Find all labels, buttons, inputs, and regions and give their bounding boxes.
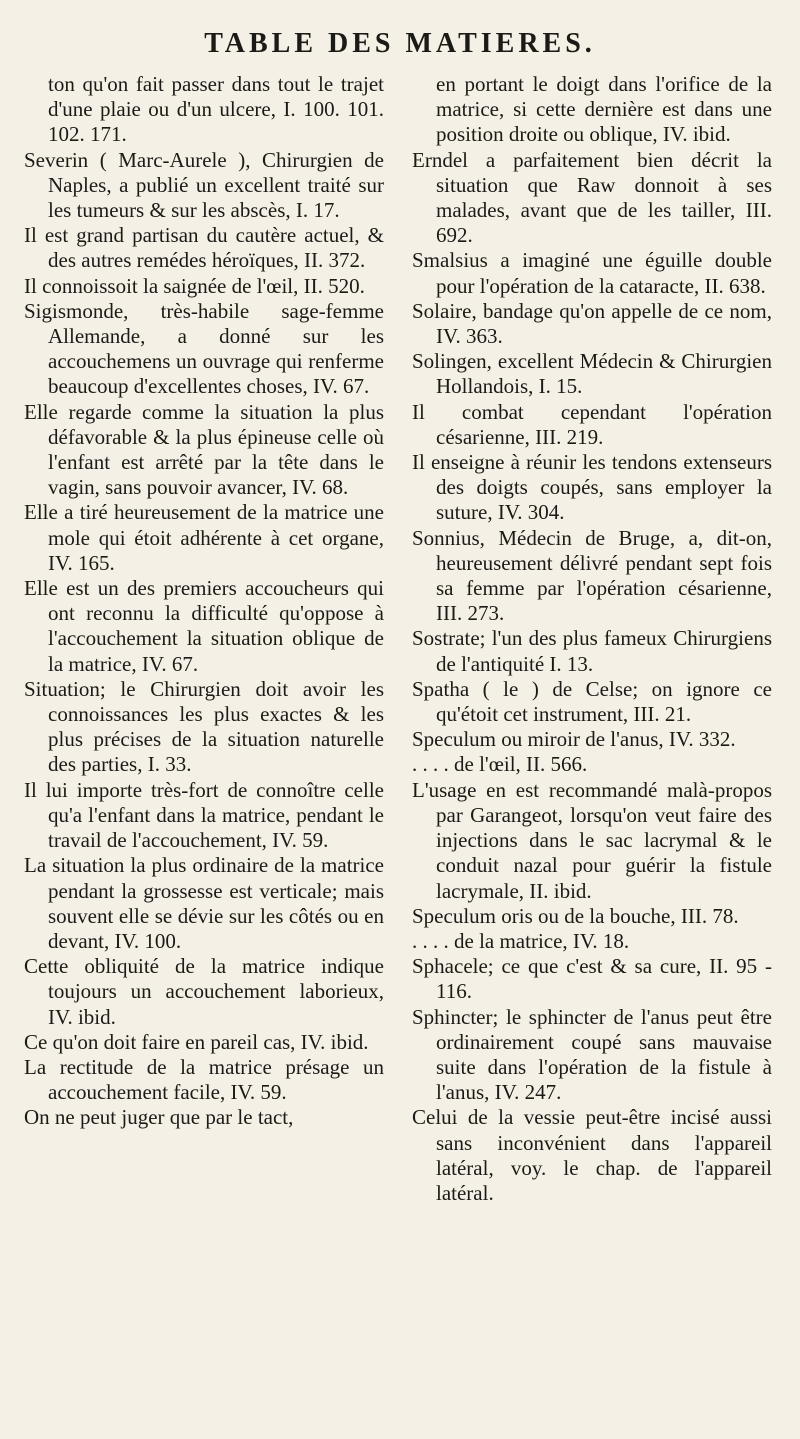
index-entry: Spatha ( le ) de Celse; on ignore ce qu'étoit cet instrument, III. 21.	[412, 676, 772, 727]
index-entry: . . . . de la matrice, IV. 18.	[412, 928, 630, 953]
index-entry: Sphincter; le sphincter de l'anus peut être ordinairement coupé sans mauvaise suite dans l'opération de la fistule à l'anus, IV. 247.	[412, 1004, 772, 1105]
index-entry: . . . . de l'œil, II. 566.	[412, 752, 588, 777]
index-entry: Sostrate; l'un des plus fameux Chirurgiens de l'antiquité I. 13.	[412, 626, 772, 676]
index-entry: Il enseigne à réunir les tendons extenseurs des doigts coupés, sans employer la suture, IV. 304.	[412, 450, 772, 525]
index-entry: ton qu'on fait passer dans tout le trajet d'une plaie ou d'un ulcere, I. 100. 101. 102. 171.	[48, 72, 384, 147]
index-entry: Sigismonde, très-habile sage-femme Allemande, a donné sur les accouchemens un ouvrage qui renferme beaucoup d'excellentes choses, IV. 67.	[24, 298, 384, 399]
page-title: TABLE DES MATIERES.	[204, 28, 596, 59]
index-entry: Elle est un des premiers accoucheurs qui ont reconnu la difficulté qu'oppose à l'accouchement la situation oblique de la matrice, IV. 67.	[24, 576, 384, 676]
index-entry: Situation; le Chirurgien doit avoir les connoissances les plus exactes & les plus précises de la situation naturelle des parties, I. 33.	[24, 676, 384, 777]
index-entry: Il connoissoit la saignée de l'œil, II. 520.	[24, 273, 365, 298]
index-entry: L'usage en est recommandé malà-propos par Garangeot, lorsqu'on veut faire des injections dans le sac lacrymal & le conduit nazal pour guérir la fistule lacrymale, II. ibid.	[412, 777, 772, 903]
index-entry: Elle regarde comme la situation la plus défavorable & la plus épineuse celle où l'enfant est arrêté par la tête dans le vagin, sans pouvoir avancer, IV. 68.	[24, 399, 384, 500]
index-entry: Solingen, excellent Médecin & Chirurgien Hollandois, I. 15.	[412, 349, 772, 399]
index-entry: Cette obliquité de la matrice indique toujours un accouchement laborieux, IV. ibid.	[24, 954, 384, 1029]
index-entry: en portant le doigt dans l'orifice de la matrice, si cette dernière est dans une position droite ou oblique, IV. ibid.	[436, 72, 772, 147]
index-entry: Il combat cependant l'opération césarienne, III. 219.	[412, 399, 772, 449]
index-entry: Smalsius a imaginé une éguille double pour l'opération de la cataracte, II. 638.	[412, 248, 772, 298]
index-entry: Il lui importe très-fort de connoître celle qu'a l'enfant dans la matrice, pendant le travail de l'accouchement, IV. 59.	[24, 777, 384, 853]
index-entry: Solaire, bandage qu'on appelle de ce nom, IV. 363.	[412, 298, 772, 349]
index-entry: On ne peut juger que par le tact,	[24, 1105, 294, 1130]
index-entry: La rectitude de la matrice présage un accouchement facile, IV. 59.	[24, 1054, 384, 1105]
index-entry: Speculum ou miroir de l'anus, IV. 332.	[412, 727, 736, 752]
index-entry: Severin ( Marc-Aurele ), Chirurgien de Naples, a publié un excellent traité sur les tumeurs & sur les abscès, I. 17.	[24, 147, 384, 223]
index-entry: Speculum oris ou de la bouche, III. 78.	[412, 903, 739, 928]
index-entry: Il est grand partisan du cautère actuel, & des autres remédes héroïques, II. 372.	[24, 223, 384, 273]
index-entry: Sonnius, Médecin de Bruge, a, dit-on, heureusement délivré pendant sept fois sa femme par l'opération césarienne, III. 273.	[412, 525, 772, 626]
index-entry: La situation la plus ordinaire de la matrice pendant la grossesse est verticale; mais souvent elle se dévie sur les côtés ou en devant, IV. 100.	[24, 853, 384, 953]
left-column	[24, 72, 384, 1131]
index-entry: Sphacele; ce que c'est & sa cure, II. 95 - 116.	[412, 954, 772, 1004]
index-entry: Elle a tiré heureusement de la matrice une mole qui étoit adhérente à cet organe, IV. 165.	[24, 500, 384, 575]
index-entry: Celui de la vessie peut-être incisé aussi sans inconvénient dans l'appareil latéral, voy. le chap. de l'appareil latéral.	[412, 1105, 772, 1205]
index-entry: Erndel a parfaitement bien décrit la situation que Raw donnoit à ses malades, avant que de les tailler, III. 692.	[412, 147, 772, 248]
right-column	[412, 72, 772, 1206]
index-entry: Ce qu'on doit faire en pareil cas, IV. ibid.	[24, 1029, 369, 1054]
